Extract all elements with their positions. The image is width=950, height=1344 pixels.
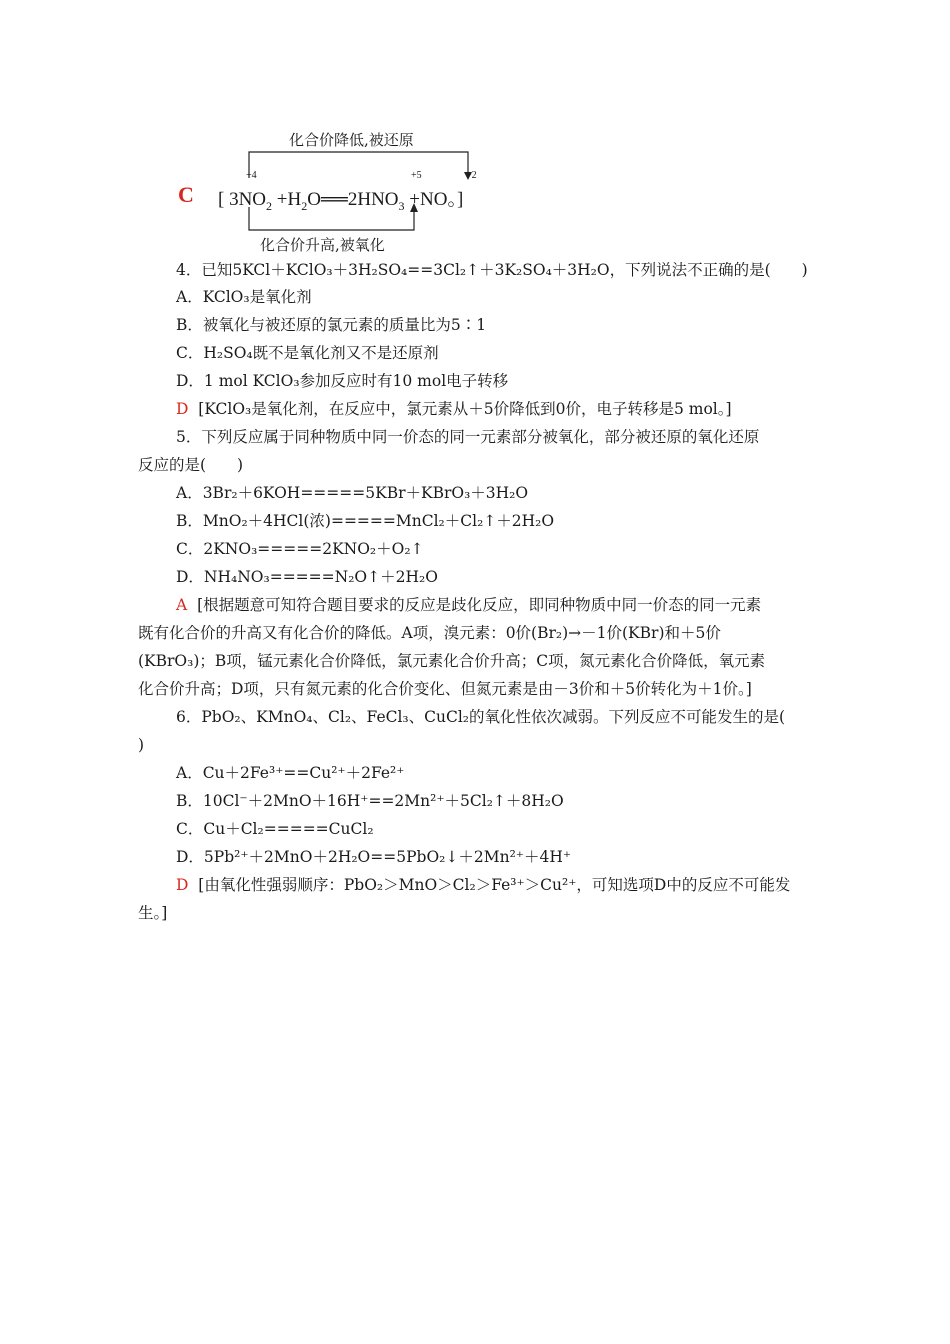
q5-stem-text: 下列反应属于同种物质中同一价态的同一元素部分被氧化，部分被还原的氧化还原 xyxy=(201,428,760,446)
ox-state-mid: +5 xyxy=(411,170,422,181)
q4-option-a: A．KClO₃是氧化剂 xyxy=(176,288,312,306)
q5-option-c: C．2KNO₃=====2KNO₂＋O₂↑ xyxy=(176,540,424,558)
q6-option-b: B．10Cl⁻＋2MnO＋16H⁺==2Mn²⁺＋5Cl₂↑＋8H₂O xyxy=(176,792,564,810)
q5-explanation-line2: 既有化合价的升高又有化合价的降低。A项，溴元素：0价(Br₂)→－1价(KBr)和＋5价 xyxy=(138,624,721,642)
ox-state-right: +2 xyxy=(466,170,477,181)
reduction-bracket xyxy=(249,152,468,178)
diagram-arrows xyxy=(0,0,950,260)
q5-explanation-line1: [根据题意可知符合题目要求的反应是歧化反应，即同种物质中同一价态的同一元素 xyxy=(197,596,762,614)
q5-stem-line1 xyxy=(176,430,759,446)
q5-option-b: B．MnO₂＋4HCl(浓)=====MnCl₂＋Cl₂↑＋2H₂O xyxy=(176,512,555,530)
q4-stem-text: 已知5KCl＋KClO₃＋3H₂SO₄==3Cl₂↑＋3K₂SO₄＋3H₂O，下列说法不正确的是( ) xyxy=(201,261,808,279)
q6-option-d: D．5Pb²⁺＋2MnO＋2H₂O==5PbO₂↓＋2Mn²⁺＋4H⁺ xyxy=(176,848,572,866)
q6-option-a: A．Cu＋2Fe³⁺==Cu²⁺＋2Fe²⁺ xyxy=(176,764,405,782)
q6-number: 6． xyxy=(176,708,202,726)
q4-stem xyxy=(176,263,808,279)
q4-number: 4． xyxy=(176,261,202,279)
ox-state-left: +4 xyxy=(246,170,257,181)
q6-answer-letter: D xyxy=(176,876,189,894)
diagram-bottom-caption: 化合价升高,被氧化 xyxy=(260,236,385,254)
q6-stem-line2: ) xyxy=(138,736,145,754)
q6-answer xyxy=(176,878,790,894)
q5-explanation-line4: 化合价升高；D项，只有氮元素的化合价变化、但氮元素是由－3价和＋5价转化为＋1价。] xyxy=(138,680,752,698)
q6-stem-line1 xyxy=(176,710,785,726)
q6-option-c: C．Cu＋Cl₂=====CuCl₂ xyxy=(176,820,374,838)
q6-explanation-line2: 生。] xyxy=(138,904,168,922)
q4-option-b: B．被氧化与被还原的氯元素的质量比为5∶1 xyxy=(176,316,487,334)
q5-explanation-line3: (KBrO₃)；B项，锰元素化合价降低，氯元素化合价升高；C项，氮元素化合价降低，氧元素 xyxy=(138,652,766,670)
q4-answer xyxy=(176,402,732,418)
q4-option-c: C．H₂SO₄既不是氧化剂又不是还原剂 xyxy=(176,344,439,362)
q4-answer-letter: D xyxy=(176,400,189,418)
q5-answer xyxy=(176,598,761,614)
q6-explanation-line1: [由氧化性强弱顺序：PbO₂＞MnO＞Cl₂＞Fe³⁺＞Cu²⁺，可知选项D中的反应不可能发 xyxy=(198,876,791,894)
q4-explanation: [KClO₃是氧化剂，在反应中，氯元素从＋5价降低到0价，电子转移是5 mol。] xyxy=(198,400,732,418)
q5-option-a: A．3Br₂＋6KOH=====5KBr＋KBrO₃＋3H₂O xyxy=(176,484,529,502)
answer-letter: C xyxy=(178,182,194,207)
q5-answer-letter: A xyxy=(176,596,188,614)
q6-stem-text: PbO₂、KMnO₄、Cl₂、FeCl₃、CuCl₂的氧化性依次减弱。下列反应不可能发生的是( xyxy=(201,708,786,726)
diagram-top-caption: 化合价降低,被还原 xyxy=(289,131,414,149)
q5-number: 5． xyxy=(176,428,202,446)
redox-equation: [ $3NO_2$ $+H_2O══2HNO_3 +NO$。] xyxy=(218,189,464,213)
q4-option-d: D．1 mol KClO₃参加反应时有10 mol电子转移 xyxy=(176,372,509,390)
q5-option-d: D．NH₄NO₃=====N₂O↑＋2H₂O xyxy=(176,568,438,586)
q5-stem-line2: 反应的是( ) xyxy=(138,456,244,474)
